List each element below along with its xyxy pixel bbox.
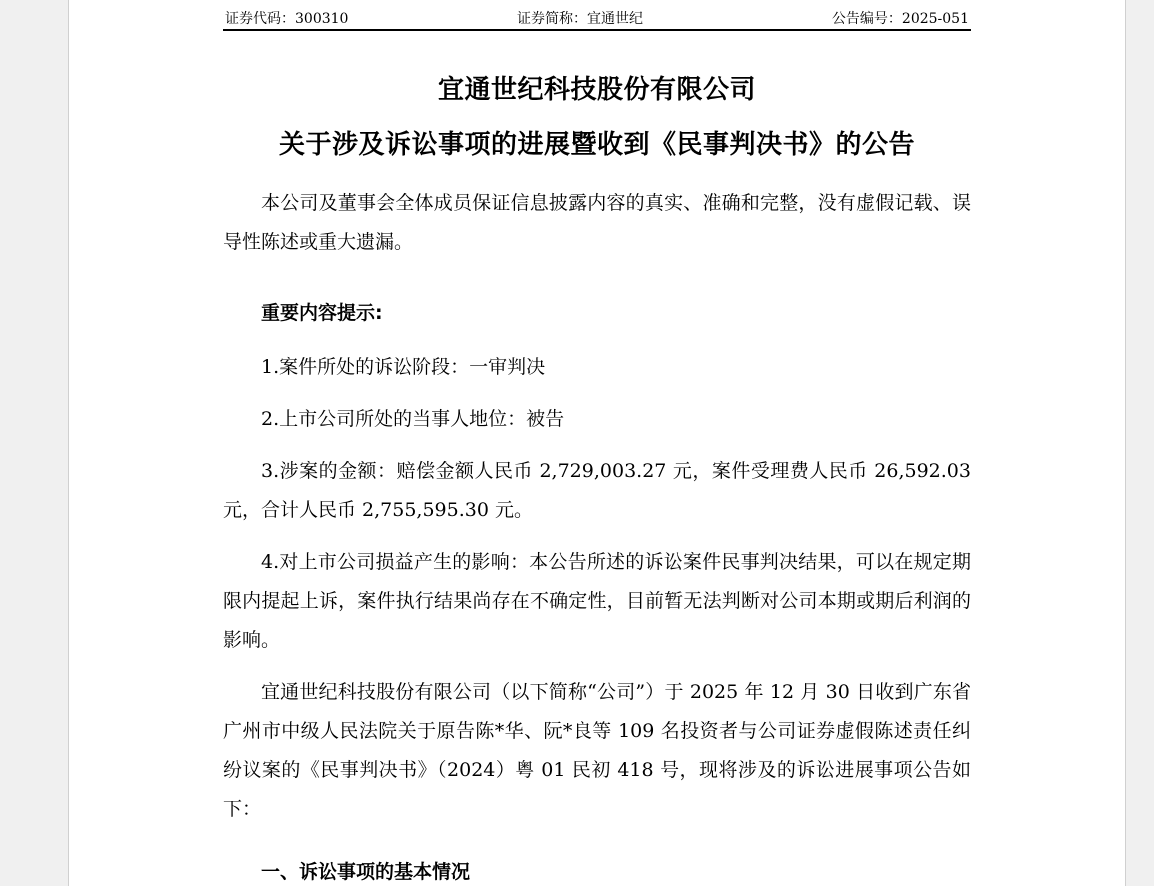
key-point-item: 3.涉案的金额：赔偿金额人民币 2,729,003.27 元，案件受理费人民币 26,592.03 元，合计人民币 2,755,595.30 元。 — [223, 460, 971, 521]
page-content — [223, 0, 971, 885]
key-point-item: 1.案件所处的诉讼阶段：一审判决 — [261, 356, 546, 378]
announcement-title: 关于涉及诉讼事项的进展暨收到《民事判决书》的公告 — [278, 130, 915, 160]
key-points-heading: 重要内容提示: — [261, 302, 383, 324]
body-paragraph: 宜通世纪科技股份有限公司（以下简称“公司”）于 2025 年 12 月 30 日收到广东省广州市中级人民法院关于原告陈*华、阮*良等 109 名投资者与公司证券虚假陈述责任纠纷议案的《民事判决书》（2024）粤 01 民初 418 号，现将涉及的诉讼进展事项公告如下： — [223, 681, 971, 820]
company-title: 宜通世纪科技股份有限公司 — [437, 75, 756, 105]
page-header — [223, 0, 971, 31]
stock-code: 证券代码：300310 — [225, 11, 349, 27]
key-point-item: 4.对上市公司损益产生的影响：本公告所述的诉讼案件民事判决结果，可以在规定期限内提起上诉，案件执行结果尚存在不确定性，目前暂无法判断对公司本期或期后利润的影响。 — [223, 551, 971, 651]
section-heading: 一、诉讼事项的基本情况 — [261, 861, 471, 883]
key-point-item: 2.上市公司所处的当事人地位：被告 — [261, 408, 565, 430]
document-page — [68, 0, 1126, 886]
board-statement: 本公司及董事会全体成员保证信息披露内容的真实、准确和完整，没有虚假记载、误导性陈述或重大遗漏。 — [223, 192, 971, 253]
announcement-number: 公告编号：2025-051 — [831, 11, 969, 27]
stock-name: 证券简称：宜通世纪 — [517, 11, 643, 27]
